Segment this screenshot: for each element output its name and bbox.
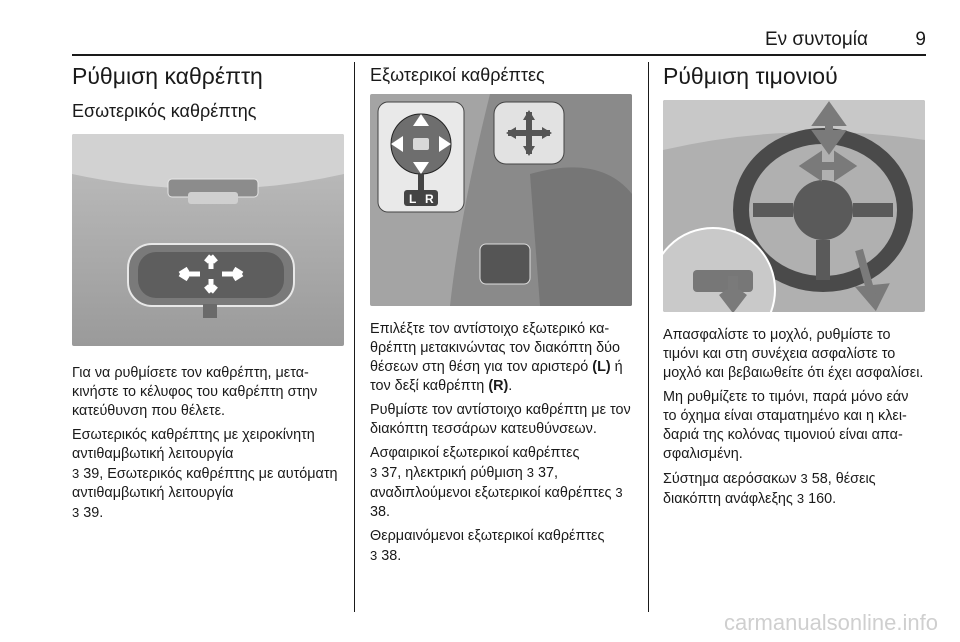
column-exterior-mirrors xyxy=(370,62,632,571)
cross-reference-arrow-icon: 3 xyxy=(800,471,808,486)
cross-reference-arrow-icon: 3 xyxy=(72,466,80,481)
page-number: 9 xyxy=(915,29,926,50)
paragraph-airbag-refs: Σύστημα αερόσακων 3 58, θέσεις διακόπτη ανάφλεξης 3 160. xyxy=(663,471,876,507)
paragraph-heated-mirrors-ref: Θερμαινόμενοι εξωτερικοί καθρέπτες 3 38. xyxy=(370,528,605,564)
paragraph-unlock-lever: Απασφαλίστε το μοχλό, ρυθμίστε το τιμόνι και στη συνέχεια ασφαλίστε το μοχλό και βεβαιωθείτε ότι έχει ασφαλίσει. xyxy=(663,327,924,381)
paragraph-aspheric-refs: Ασφαιρικοί εξωτερικοί καθρέπτες 3 37, ηλεκτρική ρύθμιση 3 37, αναδιπλούμενοι εξωτερικοί καθρέπτες 3 38. xyxy=(370,445,623,520)
cross-reference-arrow-icon: 3 xyxy=(615,485,623,500)
subheading-interior-mirror: Εσωτερικός καθρέπτης xyxy=(72,101,257,121)
watermark: carmanualsonline.info xyxy=(723,610,938,635)
page-header xyxy=(72,26,926,56)
cross-reference-arrow-icon: 3 xyxy=(796,491,805,506)
paragraph-interior-mirror-adjust: Για να ρυθμίσετε τον καθρέπτη, μετακινήστε το κέλυφος του καθρέπτη στην κατεύθυνση που θέλετε. xyxy=(72,365,318,419)
heading-mirror-adjustment: Ρύθμιση καθρέπτη xyxy=(72,63,263,89)
interior-mirror-illustration xyxy=(72,134,344,346)
switch-label-left: L xyxy=(409,192,417,206)
paragraph-select-mirror: Επιλέξτε τον αντίστοιχο εξωτερικό καθρέπτη μετακινώντας τον διακόπτη δύο θέσεων στη θέση για τον αριστερό (L) ή τον δεξί καθρέπτη (R). xyxy=(370,321,623,394)
column-steering-wheel-adjustment xyxy=(663,62,925,514)
cross-reference-arrow-icon: 3 xyxy=(526,465,534,480)
paragraph-adjust-mirror: Ρυθμίστε τον αντίστοιχο καθρέπτη με τον διακόπτη τεσσάρων κατευθύνσεων. xyxy=(370,402,631,437)
column-divider xyxy=(648,62,649,612)
paragraph-interior-mirror-refs: Εσωτερικός καθρέπτης με χειροκίνητη αντιθαμβωτική λειτουργία 3 39, Εσωτερικός καθρέπτης με αυτόματη αντιθαμβωτική λειτουργία 3 39. xyxy=(72,427,338,521)
cross-reference-arrow-icon: 3 xyxy=(370,465,378,480)
cross-reference-arrow-icon: 3 xyxy=(370,548,378,563)
section-title: Εν συντομία xyxy=(764,29,868,50)
exterior-mirror-switch-illustration xyxy=(370,94,632,306)
cross-reference-arrow-icon: 3 xyxy=(72,505,80,520)
paragraph-warning-adjust: Μη ρυθμίζετε το τιμόνι, παρά μόνο εάν το όχημα είναι σταματημένο και η κλειδαριά της κολόνας τιμονιού είναι απασφαλισμένη. xyxy=(663,389,909,462)
column-mirror-adjustment xyxy=(72,62,344,528)
subheading-exterior-mirrors: Εξωτερικοί καθρέπτες xyxy=(370,65,545,85)
steering-wheel-illustration xyxy=(663,100,925,312)
heading-steering-wheel-adjustment: Ρύθμιση τιμονιού xyxy=(663,63,838,89)
column-divider xyxy=(354,62,355,612)
switch-label-right: R xyxy=(425,192,434,206)
